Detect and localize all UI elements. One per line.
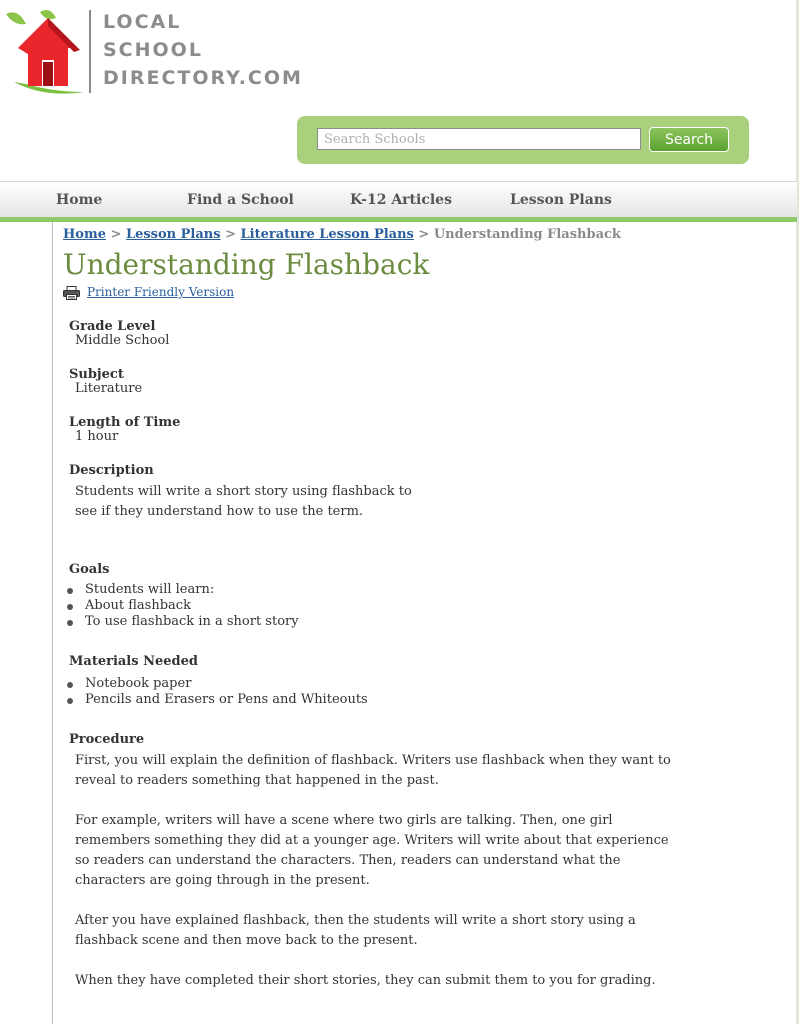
- logo-line-school: SCHOOL: [103, 39, 203, 61]
- bullet-icon: [67, 682, 73, 688]
- breadcrumb-home[interactable]: Home: [63, 227, 106, 242]
- procedure-paragraph-4: When they have completed their short stories, they can submit them to you for grading.: [75, 973, 656, 988]
- nav-item-home[interactable]: Home: [56, 192, 103, 208]
- goal-text: Students will learn:: [85, 582, 215, 597]
- goal-text: To use flashback in a short story: [85, 614, 299, 629]
- list-item: [67, 598, 299, 614]
- procedure-paragraph-2: For example, writers will have a scene where two girls are talking. Then, one girl remembers something they did at a younger age. Writers will write about that experience so readers can understand the characters. Then, readers can understand what the characters are going through in the present.: [75, 813, 669, 888]
- logo-divider: [89, 10, 91, 93]
- material-text: Notebook paper: [85, 676, 192, 691]
- bullet-icon: [67, 698, 73, 704]
- goal-text: About flashback: [85, 598, 191, 613]
- description-text: Students will write a short story using flashback to see if they understand how to use the term.: [75, 484, 412, 519]
- material-text: Pencils and Erasers or Pens and Whiteouts: [85, 692, 368, 707]
- breadcrumb-separator: >: [418, 227, 430, 242]
- breadcrumb-current: Understanding Flashback: [433, 227, 621, 242]
- list-item: [67, 582, 299, 598]
- breadcrumb-lesson-plans[interactable]: Lesson Plans: [125, 227, 221, 242]
- search-box: [297, 116, 749, 164]
- grade-level-label: Grade Level: [69, 319, 156, 334]
- list-item: [67, 692, 368, 708]
- main-nav: [0, 181, 797, 218]
- content-left-border: [52, 222, 53, 1024]
- nav-item-k12-articles[interactable]: K-12 Articles: [350, 192, 452, 208]
- bullet-icon: [67, 620, 73, 626]
- nav-item-find-a-school[interactable]: Find a School: [187, 192, 294, 208]
- goals-label: Goals: [69, 562, 110, 577]
- procedure-paragraph-1: First, you will explain the definition of flashback. Writers use flashback when they want to reveal to readers something that happened in the past.: [75, 753, 671, 788]
- printer-icon[interactable]: [63, 286, 80, 300]
- printer-friendly-link[interactable]: Printer Friendly Version: [87, 285, 235, 299]
- grade-level-value: Middle School: [75, 333, 170, 348]
- breadcrumb-separator: >: [110, 227, 122, 242]
- logo-line-directory: DIRECTORY.COM: [103, 67, 303, 89]
- goals-list: [67, 582, 299, 630]
- logo-line-local: LOCAL: [103, 11, 182, 33]
- list-item: [67, 676, 368, 692]
- materials-label: Materials Needed: [69, 654, 198, 669]
- procedure-paragraph-3: After you have explained flashback, then the students will write a short story using a flashback scene and then move back to the present.: [75, 913, 636, 948]
- subject-value: Literature: [75, 381, 143, 396]
- nav-bottom-bar: [0, 217, 797, 222]
- site-logo-text[interactable]: [103, 8, 303, 92]
- search-button[interactable]: Search: [649, 127, 729, 152]
- subject-label: Subject: [69, 367, 124, 382]
- schoolhouse-icon[interactable]: [4, 8, 88, 98]
- description-label: Description: [69, 463, 154, 478]
- nav-item-lesson-plans[interactable]: Lesson Plans: [510, 192, 612, 208]
- breadcrumb-separator: >: [225, 227, 236, 242]
- procedure-label: Procedure: [69, 732, 145, 747]
- bullet-icon: [67, 588, 73, 594]
- list-item: [67, 614, 299, 630]
- length-label: Length of Time: [69, 415, 181, 430]
- breadcrumb: [63, 227, 621, 242]
- site-header: [0, 0, 800, 180]
- materials-list: [67, 676, 368, 708]
- page-title: Understanding Flashback: [63, 248, 430, 281]
- breadcrumb-literature-lesson-plans[interactable]: Literature Lesson Plans: [240, 227, 414, 242]
- search-input[interactable]: Search Schools: [317, 128, 641, 150]
- length-value: 1 hour: [75, 429, 119, 444]
- bullet-icon: [67, 604, 73, 610]
